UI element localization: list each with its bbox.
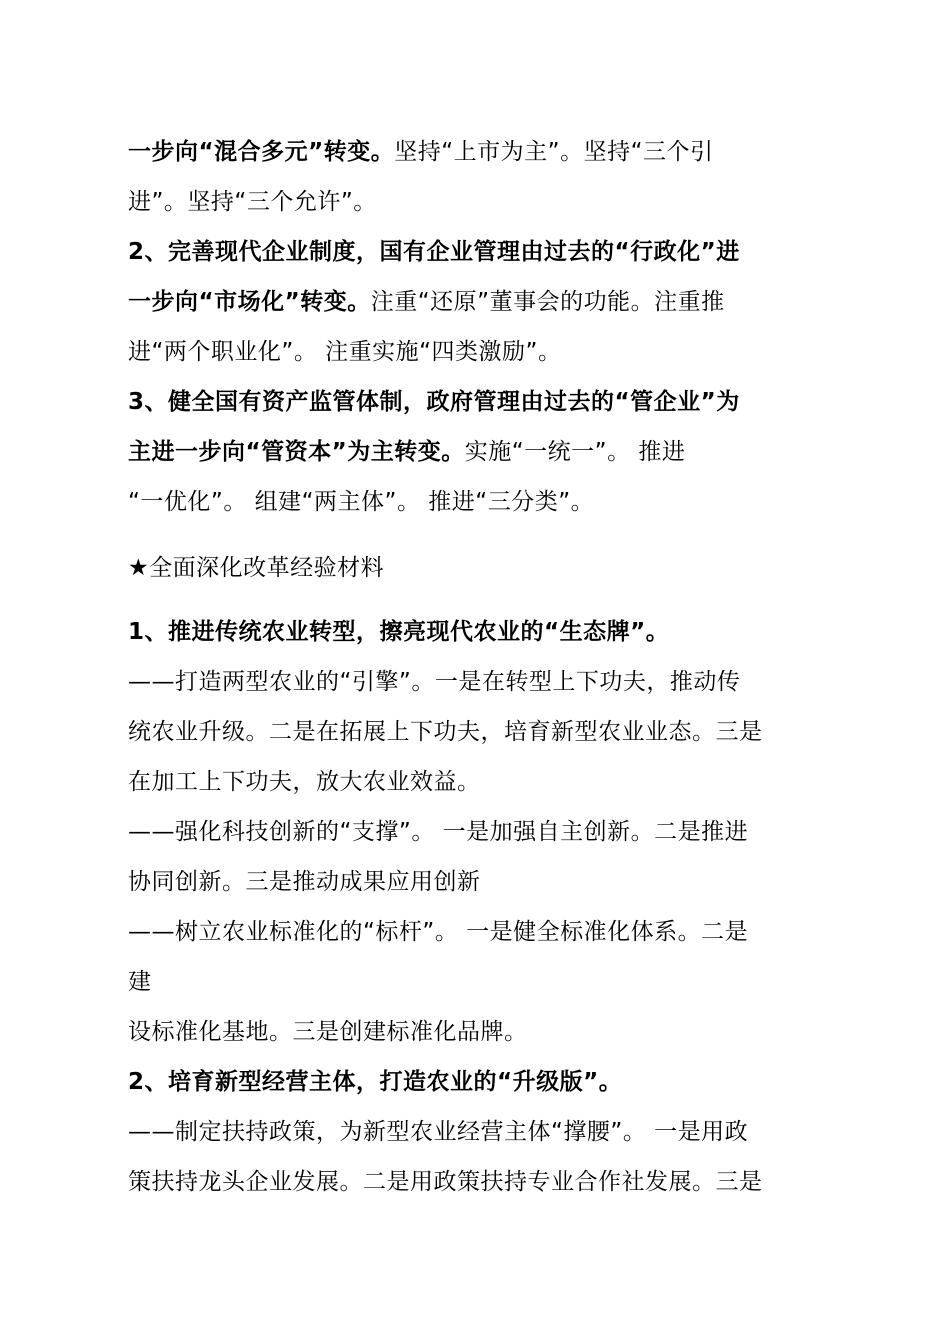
text-line (128, 427, 824, 477)
text-line: 进“两个职业化”。 注重实施“四类激励”。 (128, 339, 562, 365)
numbered-point-2: 2、完善现代企业制度，国有企业管理由过去的“行政化”进 (128, 239, 740, 265)
text-line: 进”。坚持“三个允许”。 (128, 189, 377, 215)
text-line: ——打造两型农业的“引擎”。一是在转型上下功夫，推动传 (128, 669, 741, 695)
text-line: 策扶持龙头企业发展。二是用政策扶持专业合作社发展。三是 (128, 1169, 763, 1195)
text-line: 统农业升级。二是在拓展上下功夫，培育新型农业业态。三是 (128, 719, 763, 745)
text-line (128, 277, 824, 327)
text-line (128, 127, 824, 177)
text-phrase: 实施“一统一”。 推进 (464, 439, 686, 465)
text-line: ——制定扶持政策，为新型农业经营主体“撑腰”。 一是用政 (128, 1119, 749, 1145)
text-line: 设标准化基地。三是创建标准化品牌。 (128, 1019, 528, 1045)
text-phrase: 坚持“上市为主”。坚持“三个引 (394, 139, 714, 165)
bold-phrase: 一步向“混合多元”转变。 (128, 139, 395, 165)
bold-phrase: 主进一步向“管资本”为主转变。 (128, 439, 465, 465)
document-page (128, 127, 824, 1207)
text-line: “一优化”。 组建“两主体”。 推进“三分类”。 (128, 489, 595, 515)
text-line: ——树立农业标准化的“标杆”。 一是健全标准化体系。二是 (128, 919, 749, 945)
subheading-2: 2、培育新型经营主体，打造农业的“升级版”。 (128, 1069, 623, 1095)
subheading-1: 1、推进传统农业转型，擦亮现代农业的“生态牌”。 (128, 619, 670, 645)
bold-phrase: 一步向“市场化”转变。 (128, 289, 371, 315)
section-heading: ★全面深化改革经验材料 (128, 555, 385, 581)
text-line: 协同创新。三是推动成果应用创新 (128, 869, 481, 895)
text-line: ——强化科技创新的“支撑”。 一是加强自主创新。二是推进 (128, 819, 749, 845)
text-line: 在加工上下功夫，放大农业效益。 (128, 769, 481, 795)
text-line: 建 (128, 969, 152, 995)
text-phrase: 注重“还原”董事会的功能。注重推 (370, 289, 725, 315)
numbered-point-3: 3、健全国有资产监管体制，政府管理由过去的“管企业”为 (128, 389, 740, 415)
